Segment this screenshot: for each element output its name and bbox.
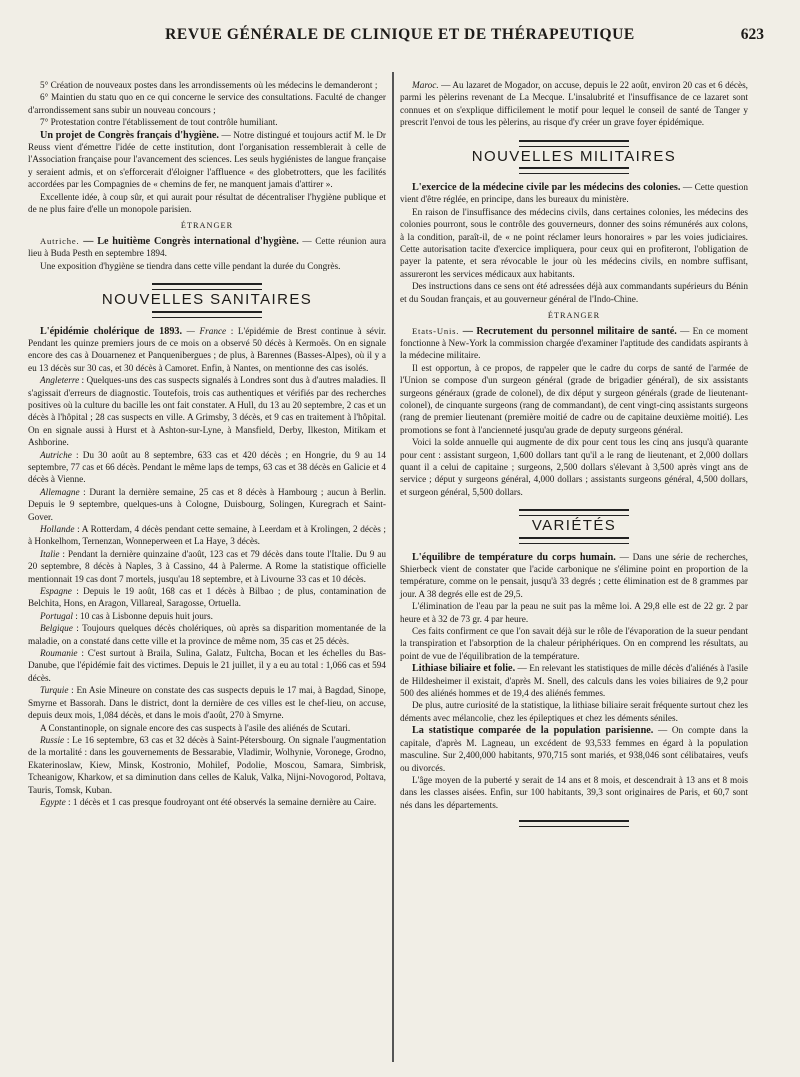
- paragraph: L'élimination de l'eau par la peau ne suit pas la même loi. A 29,8 elle est de 22 gr. 2 par heure et à 32 de 73 gr. 4 par heure.: [400, 602, 748, 625]
- country-label: Espagne: [40, 587, 72, 598]
- section-heading-sanitaires: [28, 283, 386, 317]
- country-label: — France: [182, 326, 227, 337]
- article-text: — En relevant les statistiques de mille décès d'aliénés à l'asile de Hildesheimer il existait, d'après M. Snell, des calculs dans les voies biliaires de 9,2 pour 500 des aliénés hommes et de 19,4 des aliénés femmes.: [400, 664, 749, 700]
- end-rule: [519, 820, 629, 827]
- country-report: [28, 648, 386, 685]
- paragraph: Une exposition d'hygiène se tiendra dans cette ville pendant la durée du Congrès.: [40, 261, 341, 272]
- section-title: NOUVELLES MILITAIRES: [471, 147, 677, 165]
- country-label: Autriche: [40, 450, 72, 461]
- article-title: L'exercice de la médecine civile par les médecins des colonies.: [412, 182, 681, 194]
- country-label: Egypte: [40, 797, 66, 808]
- country-label: Portugal: [40, 611, 73, 622]
- article-title: La statistique comparée de la population parisienne.: [412, 725, 654, 737]
- country-report: [28, 487, 386, 524]
- report-text: : Pendant la dernière quinzaine d'août, 123 cas et 79 décès dans toute l'Italie. Du 9 au 20 septembre, 8 décès à Naples, 3 à Cassino, 44 à Palerme. A Rome la statistique officielle mentionnait 19 cas dont 7 mortels, jusqu'au 18 septembre, et à Livourne 33 cas et 10 décès.: [28, 549, 386, 585]
- journal-title: REVUE GÉNÉRALE DE CLINIQUE ET DE THÉRAPEUTIQUE: [165, 26, 635, 43]
- report-text: : Durant la dernière semaine, 25 cas et 8 décès à Hambourg ; aucun à Berlin. Depuis le 9 septembre, quelques-uns à Cologne, Duisbourg, Solingen, Kuregrach et Saint-Gover.: [28, 487, 386, 523]
- country-label: Roumanie: [40, 649, 78, 660]
- country-label: Hollande: [40, 525, 75, 535]
- article-text: — Cette réunion aura lieu à Buda Pesth en septembre 1894.: [28, 236, 386, 260]
- country-label: Italie: [40, 549, 60, 560]
- country-report: [28, 450, 386, 487]
- report-text: — Au lazaret de Mogador, on accuse, depuis le 22 août, environ 20 cas et 6 décès, parmi les pèlerins revenant de La Mecque. L'insalubrité et l'insuffisance de ce lazaret sont connues et on s'explique difficilement le motif pour lequel le conseil de santé de Tanger y prescrit l'envoi de tous les pèlerins, au risque d'y créer un grave foyer épidémique.: [400, 81, 748, 129]
- article-etats-unis: [400, 325, 748, 363]
- country-report: [28, 524, 386, 549]
- paragraph: De plus, autre curiosité de la statistique, la lithiase biliaire serait fréquente surtout chez les déments avec mélancolie, chez les épileptiques et chez les déments séniles.: [400, 701, 748, 724]
- article-title: Lithiase biliaire et folie.: [412, 663, 516, 675]
- report-text: : C'est surtout à Braila, Sulina, Galatz, Fultcha, Bocan et les échelles du Bas-Danube, que l'épidémie fait des victimes. Depuis le 21 juillet, il y a eu au total : 1,066 cas et 594 décès.: [28, 649, 386, 684]
- article-cholera: [28, 326, 386, 376]
- paragraph: Il est opportun, à ce propos, de rappeler que le cadre du corps de santé de l'armée de l'Union se compose d'un surgeon général (grade de brigadier général), de six assistants surgeons généraux (grade de colonel), de dix déput y surgeon générals (grade de lieutenant-colonel), de cinquante surgeons (rang de commandant), de cent vingt-cinq assistants surgeons (rang de premier lieutenant (première moitié de cadre ou de capitaine deuxième moitié). Les promotions se font à l'ancienneté jusqu'au grade de deputy surgeons général.: [400, 363, 748, 436]
- article-lithiase: [400, 663, 748, 700]
- subsection-etranger: ÉTRANGER: [180, 221, 234, 231]
- column-divider: [392, 72, 394, 1062]
- report-text: : Quelques-uns des cas suspects signalés à Londres sont dus à d'autres maladies. Il s'agissait d'erreurs de diagnostic. Toutefois, trois cas authentiques et vérifiés par des recherches positives où la culture du bacille les ont fait constater. A Hull, du 13 au 20 septembre, 2 cas et un décès à l'hôpital ; 28 cas suspects en ville. A Grimsby, 3 décès, et 9 cas en traitement à l'hôpital. On en signale aussi à Hurst et à Ashton-sur-Lyne, à Mansfield, Derby, Ilkeston, Mitikam et Ashborine.: [28, 376, 386, 449]
- section-rule: [519, 509, 629, 516]
- article-exercice: [400, 182, 748, 207]
- right-column: [400, 80, 748, 827]
- country-report: [400, 80, 748, 130]
- article-statistique: [400, 725, 748, 775]
- country-report: [28, 797, 386, 809]
- section-rule: [519, 167, 629, 174]
- section-heading-varietes: [400, 509, 748, 543]
- article-text: : L'épidémie de Brest continue à sévir. Pendant les quinze premiers jours de ce mois on a observé 50 décès à Kermoës. On en signale encore des cas à Douarnenez et Panquenibergues ; de plus, à Barennes (Basses-Alpes), où il y a eu 13 décès sur 30 cas, et 30 décès à Camoret. Enfin, à Nantes, on mentionne des cas isolés.: [28, 326, 386, 374]
- article-title: — Recrutement du personnel militaire de santé.: [459, 325, 677, 337]
- country-report: [28, 375, 386, 449]
- report-text: : Le 16 septembre, 63 cas et 32 décès à Saint-Pétersbourg. On signale l'augmentation de la mortalité : dans les gouvernements de Bessarabie, Vladimir, Wolhynie, Voronege, Grodno, Ekaterinoslaw, Kiew, Minsk, Kostronio, Mohilef, Podolie, Moscou, Samara, Simbrisk, Tcheanigow, Kharkow, et sa diminution dans celles de Kaluk, Valka, Nijni-Novogorod, Poltava, Tauris, Tomsk, Kuban.: [28, 735, 386, 796]
- report-text: : 1 décès et 1 cas presque foudroyant ont été observés la semaine dernière au Caire.: [65, 797, 377, 808]
- country-label: Turquie: [40, 686, 69, 697]
- article-text: — Notre distingué et toujours actif M. le Dr Reuss vient d'émettre l'idée de cette institution, dont l'organisation ressemblerait à celle de l'Association française pour l'avancement des sciences. Les seuls hygiénistes de langue française y seraient admis, et on s'efforcerait d'éloigner l'affluence « des globetrotters, que les facilités accordées par les Compagnies de « chemins de fer, ne manquent jamais d'attirer ».: [28, 130, 386, 191]
- report-text: : En Asie Mineure on constate des cas suspects depuis le 17 mai, à Bagdad, Sinope, Smyrne et Bassorah. Dans le district, dont la dernière de ces villes est le chef-lieu, on accuse, depuis deux mois, 1,084 décès, et dans le mois d'août, 270 à Smyrne.: [28, 686, 386, 722]
- section-heading-militaires: [400, 140, 748, 174]
- section-rule: [519, 537, 629, 544]
- section-rule: [519, 140, 629, 147]
- article-autriche: [28, 235, 386, 261]
- country-report: [28, 611, 386, 623]
- paragraph: Excellente idée, à coup sûr, et qui aurait pour résultat de décentraliser l'hygiène publique et de ne plus faire d'elle un monopole parisien.: [28, 192, 386, 216]
- section-title: NOUVELLES SANITAIRES: [101, 291, 313, 309]
- article-text: — On compte dans la capitale, d'après M. Lagneau, un excédent de 93,533 femmes en égard à la population masculine. Sur 2,400,000 habitants, 970,715 sont mariés, et 938,046 sont célibataires, veufs ou divorcés.: [400, 726, 748, 774]
- country-label: Autriche.: [40, 235, 80, 246]
- section-rule: [152, 283, 262, 290]
- report-text: : A Rotterdam, 4 décès pendant cette semaine, à Leerdam et à Krolingen, 2 décès ; à Honkelhom, Ternenzan, Wonneperween et La Haye, 3 décès.: [28, 525, 386, 548]
- report-text: : Depuis le 19 août, 168 cas et 1 décès à Bilbao ; de plus, contamination de Belchita, Hons, en Aragon, Villareal, Saragosse, Ortuella.: [28, 587, 386, 610]
- report-text: : Du 30 août au 8 septembre, 633 cas et 420 décès ; en Hongrie, du 9 au 14 septembre, 77 cas et 66 décès. Pendant le même laps de temps, 63 cas et 38 décès en Galicie et 4 décès à Vienne.: [28, 450, 386, 486]
- paragraph: En raison de l'insuffisance des médecins civils, dans certaines colonies, les médecins des colonies pourront, sous le contrôle des gouverneurs, donner des soins rémunérés aux colons, à la condition, paraît-il, de « ne point réclamer leurs honoraires » par les voies judiciaires. Cette autorisation tacite d'exercice impliquera, pour ceux qui en profiteront, l'obligation de payer la patente, et sera révocable le jour où les médecins civils, en nombre suffisant, assureront les services médicaux aux habitants.: [400, 207, 748, 280]
- country-label: Angleterre: [40, 376, 80, 387]
- page-number: 623: [740, 26, 764, 43]
- article-equilibre: [400, 552, 748, 602]
- country-report: [28, 685, 386, 722]
- article-text: — En ce moment fonctionne à New-York la commission chargée d'examiner l'aptitude des candidats aspirants à la médecine militaire.: [400, 326, 748, 362]
- article-text: — Cette question vient d'être réglée, en principe, dans les bureaux du ministère.: [400, 183, 748, 206]
- paragraph: Ces faits confirment ce que l'on savait déjà sur le rôle de l'évaporation de la sueur pendant la transpiration et l'absorption de la chaleur périphériques. On en comprend les résultats, au point de vue de l'équilibration de la température.: [400, 627, 748, 662]
- country-label: Belgique: [40, 624, 73, 635]
- article-projet: [28, 130, 386, 192]
- left-column: [28, 80, 386, 809]
- paragraph: 5° Création de nouveaux postes dans les arrondissements où les médecins le demanderont ;: [40, 81, 378, 91]
- report-text: : Toujours quelques décès cholériques, où après sa disparition momentanée de la maladie, on a constaté dans cette ville et la province de même nom, 35 cas et 25 décès.: [28, 624, 386, 647]
- country-label: Allemagne: [40, 487, 80, 498]
- article-title: — Le huitième Congrès international d'hygiène.: [79, 235, 299, 247]
- article-title: L'équilibre de température du corps humain.: [412, 551, 616, 563]
- country-report: [28, 735, 386, 797]
- country-report: [28, 549, 386, 586]
- country-label: Russie: [40, 735, 65, 746]
- article-title: Un projet de Congrès français d'hygiène.: [40, 129, 219, 141]
- running-header: [30, 26, 770, 48]
- country-label: Etats-Unis.: [412, 325, 460, 336]
- paragraph: Des instructions dans ce sens ont été adressées déjà aux commandants supérieurs du Bénin et du Soudan français, et au gouverneur général de l'Indo-Chine.: [400, 282, 748, 305]
- article-text: — Dans une série de recherches, Shierbeck vient de constater que l'acide carbonique ne s'élimine point en proportion de la température, comme on le pensait, jusqu'à 33 degrés ; cette élimination est de 8 grammes par jour. A 38 degrés elle est de 29,5.: [400, 552, 748, 600]
- report-text: : 10 cas à Lisbonne depuis huit jours.: [72, 611, 213, 622]
- country-report: [28, 623, 386, 648]
- subsection-etranger: ÉTRANGER: [547, 311, 601, 321]
- paragraph: L'âge moyen de la puberté y serait de 14 ans et 8 mois, et descendrait à 13 ans et 8 mois dans les classes aisées. Enfin, sur 100 habitants, 39,3 sont originaires de Paris, et 60,7 sont nés dans les départements.: [400, 775, 748, 811]
- paragraph: 7° Protestation contre l'établissement de tout contrôle humiliant.: [40, 118, 278, 129]
- paragraph: Voici la solde annuelle qui augmente de dix pour cent tous les cinq ans jusqu'à quarante pour cent : assistant surgeon, 1,600 dollars tant qu'il a le rang de lieutenant, et 2,000 dollars quant il a celui de capitaine ; surgeons, 2,500 dollars s'élevant à 3,500 après vingt ans de service ; déput y surgeons général, 4,000 dollars ; assistants surgeons général, 4,500 dollars, et surgeon général, 5,500 dollars.: [400, 438, 748, 498]
- article-title: L'épidémie cholérique de 1893.: [40, 325, 183, 337]
- section-title: VARIÉTÉS: [531, 517, 617, 535]
- country-label: Maroc.: [412, 81, 439, 91]
- paragraph: A Constantinople, on signale encore des cas suspects à l'asile des aliénés de Scutari.: [40, 723, 351, 734]
- paragraph: 6° Maintien du statu quo en ce qui concerne le service des consultations. Faculté de changer d'arrondissement sans subir un nouveau concours ;: [28, 93, 386, 116]
- country-report: [28, 586, 386, 611]
- section-rule: [152, 311, 262, 318]
